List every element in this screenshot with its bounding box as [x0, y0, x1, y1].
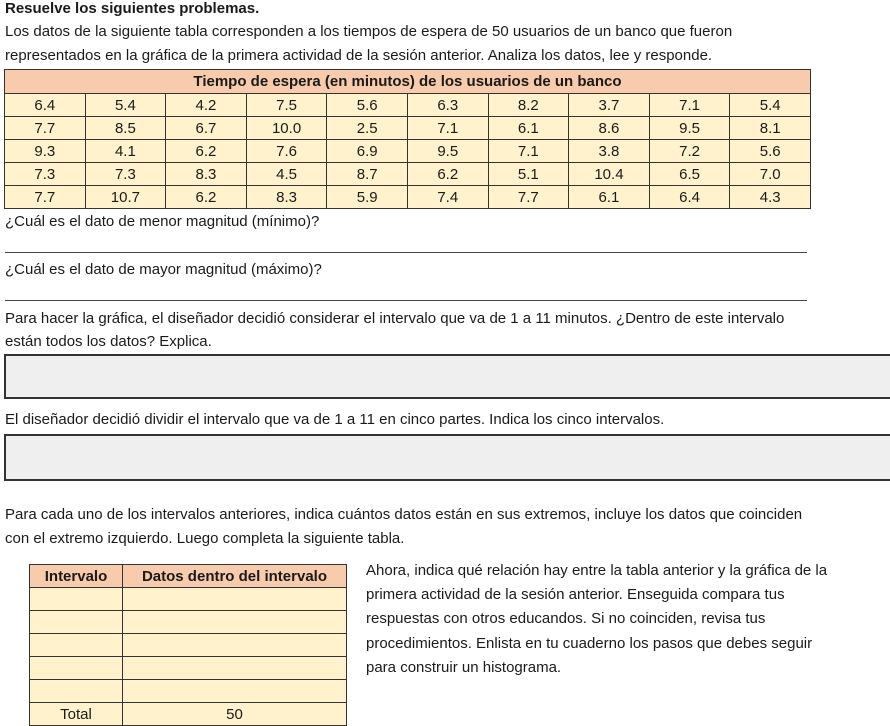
table-cell: 7.4	[407, 186, 488, 209]
table-cell: 4.3	[730, 186, 811, 209]
table-cell: 5.1	[488, 163, 569, 186]
count-cell[interactable]	[123, 588, 347, 611]
table-cell: 7.7	[5, 117, 86, 140]
table-cell: 7.3	[5, 163, 86, 186]
table-cell: 4.5	[246, 163, 327, 186]
table-cell: 8.3	[246, 186, 327, 209]
count-cell[interactable]	[123, 680, 347, 703]
question-interval-line-1: Para hacer la gráfica, el diseñador decidió considerar el intervalo que va de 1 a 11 minutos. ¿Dentro de este intervalo	[5, 310, 785, 327]
table-row	[30, 611, 347, 634]
table-cell: 6.9	[327, 140, 408, 163]
interval-cell[interactable]	[30, 588, 123, 611]
table-cell: 6.2	[166, 140, 247, 163]
table-cell: 9.5	[407, 140, 488, 163]
table-cell: 7.7	[5, 186, 86, 209]
table-cell: 6.1	[569, 186, 650, 209]
table-cell: 8.2	[488, 94, 569, 117]
table-cell: 9.3	[5, 140, 86, 163]
page-title: Resuelve los siguientes problemas.	[5, 0, 260, 17]
table-cell: 4.2	[166, 94, 247, 117]
table-row	[30, 588, 347, 611]
question-five-intervals: El diseñador decidió dividir el intervalo que va de 1 a 11 en cinco partes. Indica los cinco intervalos.	[5, 411, 665, 428]
table-cell: 4.1	[85, 140, 166, 163]
answer-box-five-intervals[interactable]	[4, 434, 890, 481]
table-cell: 2.5	[327, 117, 408, 140]
table-cell: 5.6	[327, 94, 408, 117]
interval-cell[interactable]	[30, 680, 123, 703]
intro-text-line-1: Los datos de la siguiente tabla corresponden a los tiempos de espera de 50 usuarios de un banco que fueron	[5, 23, 733, 40]
side-text-line-5: para construir un histograma.	[366, 659, 562, 676]
table-cell: 5.9	[327, 186, 408, 209]
table-cell: 7.7	[488, 186, 569, 209]
total-label: Total	[30, 703, 123, 726]
table-cell: 8.6	[569, 117, 650, 140]
side-text-line-1: Ahora, indica qué relación hay entre la tabla anterior y la gráfica de la	[366, 562, 828, 579]
table-row-total	[30, 703, 347, 726]
question-interval-line-2: están todos los datos? Explica.	[5, 333, 212, 350]
table-cell: 7.0	[730, 163, 811, 186]
table-row	[5, 117, 811, 140]
count-cell[interactable]	[123, 657, 347, 680]
total-value: 50	[123, 703, 347, 726]
side-text-line-2: primera actividad de la sesión anterior. Enseguida compara tus	[366, 586, 785, 603]
answer-line-minimum[interactable]	[5, 252, 807, 253]
table-cell: 10.0	[246, 117, 327, 140]
table-row	[5, 163, 811, 186]
table-cell: 5.4	[85, 94, 166, 117]
interval-cell[interactable]	[30, 657, 123, 680]
table-row	[30, 657, 347, 680]
interval-cell[interactable]	[30, 634, 123, 657]
table-cell: 3.8	[569, 140, 650, 163]
table-row	[5, 186, 811, 209]
count-cell[interactable]	[123, 611, 347, 634]
table-cell: 7.1	[407, 117, 488, 140]
table-cell: 10.4	[569, 163, 650, 186]
table-cell: 8.7	[327, 163, 408, 186]
table-cell: 8.5	[85, 117, 166, 140]
table-cell: 7.6	[246, 140, 327, 163]
interval-cell[interactable]	[30, 611, 123, 634]
table-cell: 6.7	[166, 117, 247, 140]
waiting-times-table-header: Tiempo de espera (en minutos) de los usuarios de un banco	[5, 70, 811, 94]
table-cell: 6.3	[407, 94, 488, 117]
question-count-line-1: Para cada uno de los intervalos anteriores, indica cuántos datos están en sus extremos, incluye los datos que coinciden	[5, 506, 803, 523]
table-cell: 6.1	[488, 117, 569, 140]
waiting-times-table	[4, 69, 811, 209]
table-cell: 5.6	[730, 140, 811, 163]
table-cell: 6.5	[649, 163, 730, 186]
question-count-line-2: con el extremo izquierdo. Luego completa la siguiente tabla.	[5, 530, 405, 547]
count-cell[interactable]	[123, 634, 347, 657]
side-text-line-3: respuestas con otros educandos. Si no coinciden, revisa tus	[366, 610, 766, 627]
table-cell: 7.2	[649, 140, 730, 163]
table-cell: 6.4	[5, 94, 86, 117]
question-minimum: ¿Cuál es el dato de menor magnitud (mínimo)?	[5, 213, 320, 230]
answer-box-interval[interactable]	[4, 354, 890, 399]
answer-line-maximum[interactable]	[5, 300, 807, 301]
table-row	[30, 634, 347, 657]
table-cell: 10.7	[85, 186, 166, 209]
table-cell: 7.5	[246, 94, 327, 117]
question-maximum: ¿Cuál es el dato de mayor magnitud (máximo)?	[5, 261, 322, 278]
table-row	[30, 680, 347, 703]
intro-text-line-2: representados en la gráfica de la primera actividad de la sesión anterior. Analiza los datos, lee y responde.	[5, 47, 713, 64]
frequency-table-header-interval: Intervalo	[30, 565, 123, 588]
table-cell: 7.1	[488, 140, 569, 163]
table-cell: 6.2	[407, 163, 488, 186]
table-cell: 9.5	[649, 117, 730, 140]
table-cell: 6.4	[649, 186, 730, 209]
table-cell: 6.2	[166, 186, 247, 209]
side-text-line-4: procedimientos. Enlista en tu cuaderno los pasos que debes seguir	[366, 635, 813, 652]
table-row	[5, 94, 811, 117]
table-cell: 7.1	[649, 94, 730, 117]
table-cell: 8.1	[730, 117, 811, 140]
table-row	[5, 140, 811, 163]
table-cell: 3.7	[569, 94, 650, 117]
frequency-table-header-count: Datos dentro del intervalo	[123, 565, 347, 588]
frequency-table	[29, 564, 347, 726]
table-cell: 7.3	[85, 163, 166, 186]
table-cell: 5.4	[730, 94, 811, 117]
table-cell: 8.3	[166, 163, 247, 186]
